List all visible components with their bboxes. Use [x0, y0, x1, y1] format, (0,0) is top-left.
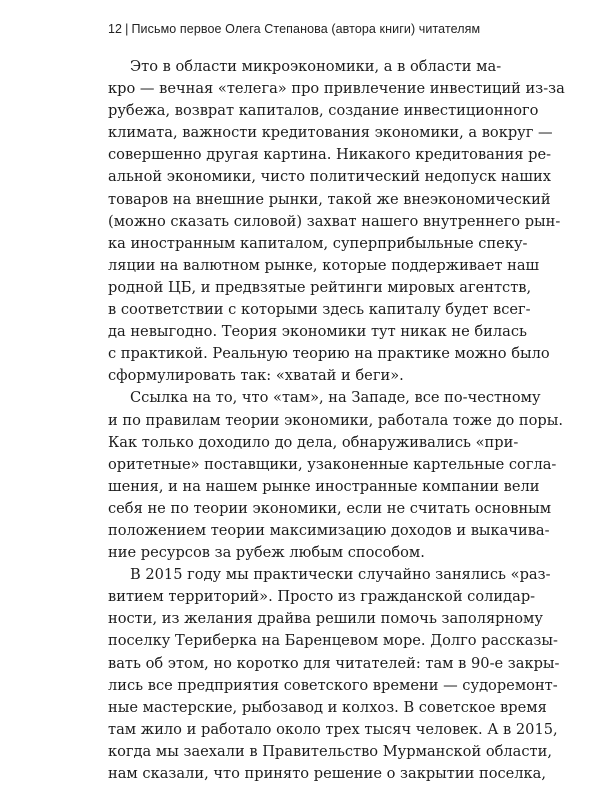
text-line: оритетные» поставщики, узаконенные картельные согла- [108, 455, 557, 473]
text-line: витием территорий». Просто из гражданской солидар- [108, 588, 536, 606]
text-line: вать об этом, но коротко для читателей: там в 90-е закры- [108, 654, 560, 672]
text-line: там жило и работало около трех тысяч человек. А в 2015, [108, 720, 558, 738]
text-line: рубежа, возврат капиталов, создание инвестиционного [108, 102, 539, 120]
chapter-title: Письмо первое Олега Степанова (автора книги) читателям [131, 22, 481, 36]
text-line: Как только доходило до дела, обнаруживались «при- [108, 433, 519, 451]
paragraph-1 [108, 56, 565, 387]
text-line: и по правилам теории экономики, работала тоже до поры. [108, 411, 564, 429]
text-line: ка иностранным капиталом, суперприбыльные спеку- [108, 234, 528, 252]
text-line: в соответствии с которыми здесь капиталу будет всег- [108, 301, 531, 319]
text-line: когда мы заехали в Правительство Мурманской области, [108, 742, 552, 760]
text-line: да невыгодно. Теория экономики тут никак не билась [108, 323, 527, 341]
text-line: лись все предприятия советского времени — судоремонт- [108, 676, 558, 694]
text-line: себя не по теории экономики, если не считать основным [108, 499, 552, 517]
text-line: ляции на валютном рынке, которые поддерживает наш [108, 256, 540, 274]
text-line: ные мастерские, рыбозавод и колхоз. В советское время [108, 698, 547, 716]
running-header [108, 22, 480, 36]
body-text [108, 56, 565, 785]
text-line: ности, из желания драйва решили помочь заполярному [108, 610, 543, 628]
text-line: положением теории максимизацию доходов и выкачива- [108, 521, 550, 539]
text-line: поселку Териберка на Баренцевом море. Долго рассказы- [108, 632, 558, 650]
text-line: родной ЦБ, и предвзятые рейтинги мировых агентств, [108, 278, 532, 296]
text-line: товаров на внешние рынки, такой же внеэкономический [108, 190, 551, 208]
text-line: климата, важности кредитования экономики, а вокруг — [108, 124, 553, 142]
text-line: альной экономики, чисто политический недопуск наших [108, 168, 551, 186]
paragraph-3 [108, 564, 560, 785]
text-line: В 2015 году мы практически случайно занялись «раз- [130, 566, 551, 584]
text-line: Это в области микроэкономики, а в области ма- [130, 58, 502, 75]
text-line: нам сказали, что принято решение о закрытии поселка, [108, 765, 547, 782]
paragraph-2 [108, 387, 564, 564]
text-line: кро — вечная «телега» про привлечение инвестиций из-за [108, 80, 565, 98]
text-line: Ссылка на то, что «там», на Западе, все по-честному [130, 389, 541, 407]
text-line: ние ресурсов за рубеж любым способом. [108, 544, 425, 562]
page-number: 12 [108, 22, 123, 36]
text-line: с практикой. Реальную теорию на практике можно было [108, 345, 550, 363]
header-separator: | [125, 22, 129, 36]
text-line: сформулировать так: «хватай и беги». [108, 367, 404, 385]
text-line: (можно сказать силовой) захват нашего внутреннего рын- [108, 212, 561, 230]
text-line: совершенно другая картина. Никакого кредитования ре- [108, 146, 552, 164]
text-line: шения, и на нашем рынке иностранные компании вели [108, 477, 540, 495]
